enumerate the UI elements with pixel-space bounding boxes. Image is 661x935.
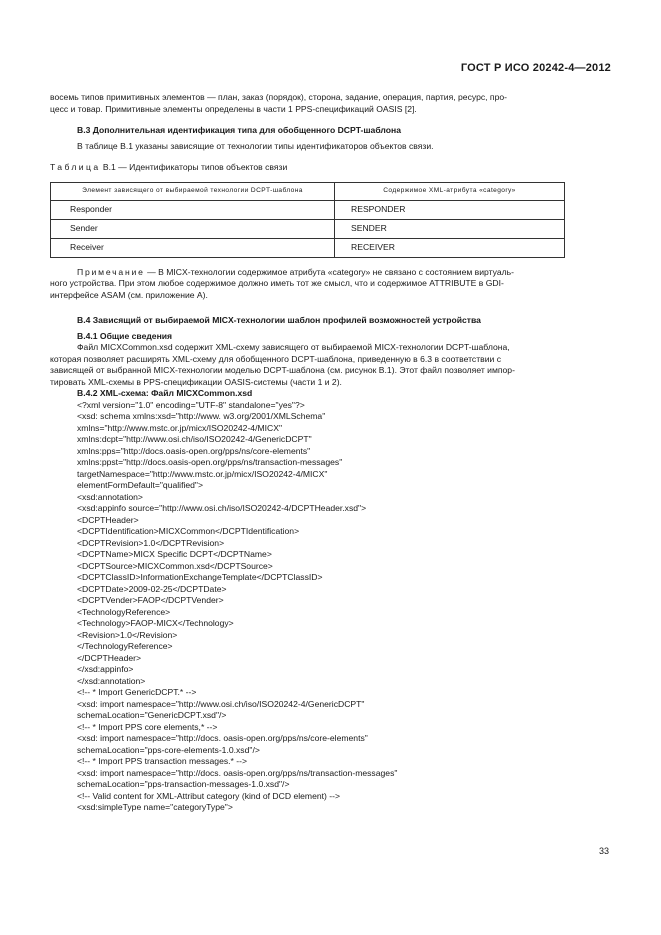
table-cell-value: RECEIVER (335, 238, 565, 257)
code-line: </xsd:annotation> (77, 675, 146, 686)
code-line: <Revision>1.0</Revision> (77, 629, 178, 640)
code-line: schemaLocation="GenericDCPT.xsd"/> (77, 710, 227, 720)
table-cell-value: RESPONDER (335, 200, 565, 219)
note-line-1: — В MICX-технологии содержимое атрибута «category» не связано с состоянием виртуаль- (144, 266, 515, 277)
code-line: <DCPTIdentification>MICXCommon</DCPTIdentification> (77, 526, 300, 536)
code-line: <xsd: import namespace="http://docs. oasis-open.org/pps/ns/transaction-messages" (77, 767, 398, 778)
table-header-element: Элемент зависящего от выбираемой технологии DCPT-шаблона (51, 182, 335, 200)
code-line: <DCPTClassID>InformationExchangeTemplate</DCPTClassID> (77, 572, 323, 582)
code-line: <Technology>FAOP-MICX</Technology> (77, 618, 234, 628)
note-line-3: интерфейсе ASAM (см. приложение А). (50, 289, 208, 300)
code-line: <DCPTName>MICX Specific DCPT</DCPTName> (77, 549, 272, 559)
table-caption (50, 162, 612, 174)
code-line: <?xml version="1.0" encoding="UTF-8" standalone="yes"?> (77, 399, 305, 410)
table-note (50, 267, 612, 302)
section-b41-para-line-4: тировать XML-схемы в PPS-спецификации OASIS-системы (части 1 и 2). (50, 376, 342, 387)
section-b41-para-line-2: которая позволяет расширять XML-схему для обобщенного DCPT-шаблона, приведенную в 6.3 в соответствии с (50, 353, 501, 364)
document-code-header: ГОСТ Р ИСО 20242-4—2012 (460, 62, 611, 74)
table-header-content: Содержимое XML-атрибута «category» (335, 182, 565, 200)
code-line: <DCPTSource>MICXCommon.xsd</DCPTSource> (77, 560, 273, 571)
code-line: <xsd:simpleType name="categoryType"> (77, 802, 233, 812)
table-caption-text: В.1 — Идентификаторы типов объектов связи (100, 162, 288, 172)
code-line: <!-- * Import PPS core elements,* --> (77, 721, 218, 732)
code-line: <xsd: schema xmlns:xsd="http://www. w3.org/2001/XMLSchema" (77, 411, 326, 421)
code-line: xmlns:ppst="http://docs.oasis-open.org/pps/ns/transaction-messages" (77, 457, 343, 467)
code-line: targetNamespace="http://www.mstc.or.jp/micx/ISO20242-4/MICX" (77, 468, 328, 479)
page-number: 33 (598, 846, 609, 856)
code-line: </DCPTHeader> (77, 652, 142, 663)
section-b41-para-line-3: зависящей от выбранной MICX-технологии моделью DCPT-шаблона (см. рисунок В.1). Этот файл позволяет импор- (50, 365, 515, 375)
section-b42-heading: В.4.2 XML-схема: Файл MICXCommon.xsd (77, 388, 253, 398)
code-line: </xsd:appinfo> (77, 664, 134, 674)
note-line-2: ного устройства. При этом любое содержимое должно иметь тот же смысл, что и содержимое ATTRIBUTE в GDI- (50, 278, 504, 288)
xml-schema-code (50, 400, 612, 814)
code-line: <DCPTVender>FAOP</DCPTVender> (77, 595, 224, 605)
code-line: <!-- * Import PPS transaction messages.* --> (77, 756, 248, 766)
code-line: <!-- Valid content for XML-Attribut category (kind of DCD element) --> (77, 790, 341, 801)
section-b41-heading: В.4.1 Общие сведения (77, 330, 173, 341)
code-line: <DCPTRevision>1.0</DCPTRevision> (77, 537, 225, 548)
table-row (51, 200, 565, 219)
code-line: <xsd:appinfo source="http://www.osi.ch/iso/ISO20242-4/DCPTHeader.xsd"> (77, 503, 367, 513)
code-line: xmlns="http://www.mstc.or.jp/micx/ISO20242-4/MICX" (77, 422, 283, 433)
note-label: Примечание (77, 266, 145, 277)
code-line: elementFormDefault="qualified"> (77, 480, 204, 490)
code-line: <xsd:annotation> (77, 491, 143, 502)
section-b4-heading: В.4 Зависящий от выбираемой MICX-технологии шаблон профилей возможностей устройства (77, 315, 481, 325)
code-line: <DCPTHeader> (77, 514, 139, 525)
code-line: <TechnologyReference> (77, 606, 171, 617)
code-line: schemaLocation="pps-core-elements-1.0.xsd"/> (77, 744, 260, 755)
table-cell-element: Receiver (51, 238, 335, 257)
intro-line-1: восемь типов примитивных элементов — план, заказ (порядок), сторона, задание, операция, партия, ресурс, про- (50, 92, 507, 102)
code-line: schemaLocation="pps-transaction-messages-1.0.xsd"/> (77, 779, 290, 789)
intro-line-2: цесс и товар. Примитивные элементы определены в части 1 PPS-спецификаций OASIS [2]. (50, 103, 417, 114)
code-line: xmlns:dcpt="http://www.osi.ch/iso/ISO20242-4/GenericDCPT" (77, 434, 312, 444)
table-cell-element: Sender (51, 219, 335, 238)
code-line: <xsd: import namespace="http://docs. oasis-open.org/pps/ns/core-elements" (77, 733, 368, 743)
code-line: xmlns:pps="http://docs.oasis-open.org/pps/ns/core-elements" (77, 445, 311, 456)
code-line: </TechnologyReference> (77, 641, 173, 651)
table-row (51, 238, 565, 257)
code-line: <xsd: import namespace="http://www.osi.ch/iso/ISO20242-4/GenericDCPT" (77, 698, 365, 709)
code-line: <DCPTDate>2009-02-25</DCPTDate> (77, 583, 227, 594)
table-cell-value: SENDER (335, 219, 565, 238)
section-b3-text: В таблице В.1 указаны зависящие от технологии типы идентификаторов объектов связи. (77, 140, 434, 151)
code-line: <!-- * Import GenericDCPT.* --> (77, 687, 197, 697)
section-b3-heading: В.3 Дополнительная идентификация типа для обобщенного DCPT-шаблона (77, 125, 401, 135)
table-cell-element: Responder (51, 200, 335, 219)
identifiers-table (50, 182, 565, 258)
table-caption-label: Таблица (50, 162, 101, 172)
table-row (51, 219, 565, 238)
section-b41-para-line-1: Файл MICXCommon.xsd содержит XML-схему зависящего от выбираемой MICX-технологии DCPT-шаблона, (77, 342, 510, 352)
page-content (50, 92, 612, 814)
